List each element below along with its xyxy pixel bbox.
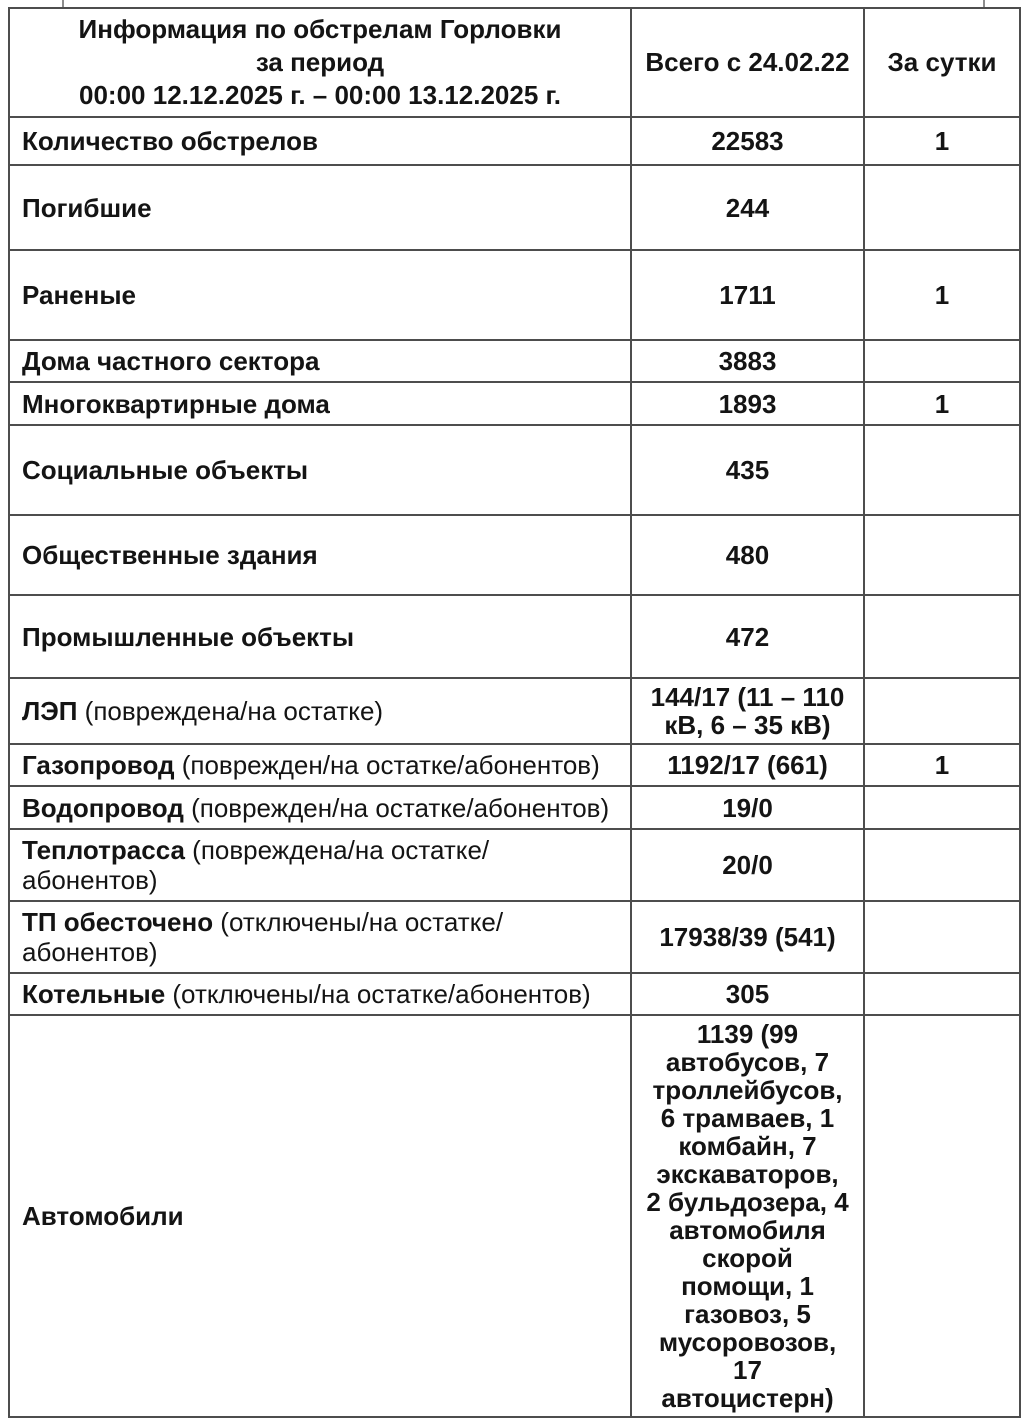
row-term: Водопровод — [22, 792, 184, 823]
row-term: Количество обстрелов — [22, 126, 318, 156]
row-total-value: 472 — [630, 596, 863, 677]
row-total-value: 3883 — [630, 341, 863, 381]
table-row — [10, 743, 1019, 785]
row-label — [10, 974, 630, 1014]
row-note: (повреждена/на остатке) — [77, 696, 384, 726]
row-total-value: 305 — [630, 974, 863, 1014]
table-header-row — [10, 9, 1019, 116]
row-term: Социальные объекты — [22, 455, 309, 485]
row-note: (поврежден/на остатке/абонентов) — [183, 792, 610, 823]
table-row — [10, 972, 1019, 1014]
row-daily-value — [863, 516, 1019, 594]
row-total-value: 144/17 (11 – 110 кВ, 6 – 35 кВ) — [630, 679, 863, 743]
row-daily-value — [863, 787, 1019, 828]
row-total-value: 17938/39 (541) — [630, 902, 863, 972]
table-row — [10, 677, 1019, 743]
row-note: (отключены/на остатке/абонентов) — [22, 907, 504, 967]
row-label — [10, 426, 630, 514]
row-total-value: 1711 — [630, 251, 863, 339]
table-row — [10, 164, 1019, 249]
row-daily-value — [863, 830, 1019, 900]
row-label — [10, 166, 630, 249]
table-row — [10, 249, 1019, 339]
table-row — [10, 1014, 1019, 1416]
row-total-value: 435 — [630, 426, 863, 514]
row-daily-value — [863, 1016, 1019, 1416]
header-total-column: Всего с 24.02.22 — [630, 9, 863, 116]
row-term: Промышленные объекты — [22, 621, 355, 652]
row-label — [10, 516, 630, 594]
row-daily-value — [863, 166, 1019, 249]
row-daily-value — [863, 974, 1019, 1014]
row-label — [10, 596, 630, 677]
header-daily-column: За сутки — [863, 9, 1019, 116]
row-label — [10, 341, 630, 381]
header-title-cell — [10, 9, 630, 116]
row-daily-value — [863, 902, 1019, 972]
table-row — [10, 828, 1019, 900]
row-note: (отключены/на остатке/абонентов) — [165, 979, 591, 1009]
row-total-value: 22583 — [630, 118, 863, 164]
table-row — [10, 339, 1019, 381]
row-label — [10, 830, 630, 900]
row-total-value: 480 — [630, 516, 863, 594]
row-label — [10, 118, 630, 164]
row-term: Котельные — [22, 979, 166, 1009]
row-total-value: 19/0 — [630, 787, 863, 828]
table-row — [10, 116, 1019, 164]
row-label — [10, 383, 630, 424]
row-label — [10, 679, 630, 743]
row-total-value: 1192/17 (661) — [630, 745, 863, 785]
row-label — [10, 745, 630, 785]
row-label — [10, 251, 630, 339]
row-total-value: 20/0 — [630, 830, 863, 900]
table-row — [10, 900, 1019, 972]
row-term: Автомобили — [22, 1201, 184, 1231]
table-row — [10, 514, 1019, 594]
row-term: Теплотрасса — [22, 835, 185, 865]
header-title-line1: Информация по обстрелам Горловки — [78, 14, 562, 44]
row-daily-value: 1 — [863, 745, 1019, 785]
row-label — [10, 902, 630, 972]
shelling-info-table — [8, 7, 1021, 1418]
table-row — [10, 785, 1019, 828]
header-title-line3: 00:00 12.12.2025 г. – 00:00 13.12.2025 г. — [79, 80, 561, 110]
row-daily-value — [863, 679, 1019, 743]
row-note: (поврежден/на остатке/абонентов) — [174, 750, 600, 780]
row-term: Раненые — [22, 280, 136, 310]
row-daily-value — [863, 341, 1019, 381]
row-term: Дома частного сектора — [22, 346, 320, 376]
row-daily-value — [863, 596, 1019, 677]
row-daily-value: 1 — [863, 383, 1019, 424]
row-total-value: 244 — [630, 166, 863, 249]
row-term: ТП обесточено — [22, 907, 214, 937]
row-label — [10, 787, 630, 828]
row-term: Многоквартирные дома — [22, 388, 330, 419]
row-daily-value: 1 — [863, 118, 1019, 164]
row-label — [10, 1016, 630, 1416]
row-total-value: 1893 — [630, 383, 863, 424]
table-row — [10, 594, 1019, 677]
row-term: Общественные здания — [22, 540, 318, 570]
header-title-line2: за период — [255, 47, 385, 77]
table-row — [10, 424, 1019, 514]
row-daily-value: 1 — [863, 251, 1019, 339]
row-total-value: 1139 (99 автобусов, 7 троллейбусов, 6 трамваев, 1 комбайн, 7 экскаваторов, 2 бульдозера, 4 автомобиля скорой помощи, 1 газовоз, 5 мусоровозов, 17 автоцистерн) — [630, 1016, 863, 1416]
row-term: Погибшие — [22, 192, 152, 223]
row-term: Газопровод — [22, 750, 175, 780]
table-row — [10, 381, 1019, 424]
row-daily-value — [863, 426, 1019, 514]
row-note: (повреждена/на остатке/абонентов) — [22, 835, 490, 895]
row-term: ЛЭП — [22, 696, 78, 726]
